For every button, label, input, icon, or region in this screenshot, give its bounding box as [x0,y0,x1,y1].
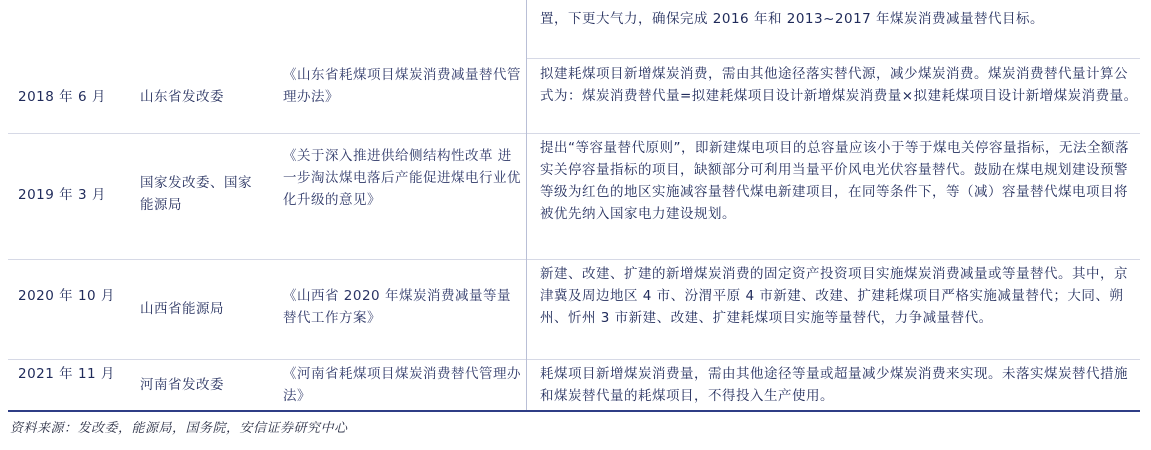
column-divider [526,0,527,410]
row-org: 国家发改委、国家能源局 [140,175,252,213]
row-description: 耗煤项目新增煤炭消费量，需由其他途径等量或超量减少煤炭消费来实现。未落实煤炭替代措施和煤炭替代量的耗煤项目，不得投入生产使用。 [540,366,1128,404]
row-document: 《河南省耗煤项目煤炭消费替代管理办法》 [283,366,521,404]
row-date: 2020 年 10 月 [18,288,115,304]
table-bottom-rule [8,410,1140,412]
row-date: 2018 年 6 月 [18,89,106,105]
row-document: 《山西省 2020 年煤炭消费减量等量替代工作方案》 [283,288,511,326]
row-document: 《山东省耗煤项目煤炭消费减量替代管理办法》 [283,67,521,105]
row-date: 2019 年 3 月 [18,187,106,203]
row-description: 提出“等容量替代原则”，即新建煤电项目的总容量应该小于等于煤电关停容量指标，无法全额落实关停容量指标的项目，缺额部分可利用当量平价风电光伏容量替代。鼓励在煤电规划建设预警等级为红色的地区实施减容量替代煤电新建项目，在同等条件下，等（减）容量替代煤电项目将被优先纳入国家电力建设规划。 [540,140,1129,222]
row-org: 河南省发改委 [140,377,224,393]
row-description: 新建、改建、扩建的新增煤炭消费的固定资产投资项目实施煤炭消费减量或等量替代。其中，京津冀及周边地区 4 市、汾渭平原 4 市新建、改建、扩建耗煤项目严格实施减量替代；大同、朔州、忻州 3 市新建、改建、扩建耗煤项目实施等量替代，力争减量替代。 [540,266,1128,326]
row-separator [527,259,1140,260]
row-document: 《关于深入推进供给侧结构性改革 进一步淘汰煤电落后产能促进煤电行业优化升级的意见》 [283,148,521,208]
row-date: 2021 年 11 月 [18,366,115,382]
row-org: 山东省发改委 [140,89,224,105]
row-separator [527,58,1140,59]
row-separator [8,359,526,360]
row-separator [8,259,526,260]
row-description: 拟建耗煤项目新增煤炭消费，需由其他途径落实替代源，减少煤炭消费。煤炭消费替代量计算公式为：煤炭消费替代量=拟建耗煤项目设计新增煤炭消费量×拟建耗煤项目设计新增煤炭消费量。 [540,66,1138,104]
source-note: 资料来源：发改委，能源局，国务院，安信证券研究中心 [10,421,348,436]
row-separator [527,133,1140,134]
row-separator [527,359,1140,360]
row-org: 山西省能源局 [140,301,224,317]
intro-text: 置，下更大气力，确保完成 2016 年和 2013~2017 年煤炭消费减量替代目标。 [540,11,1045,27]
row-separator [8,133,526,134]
